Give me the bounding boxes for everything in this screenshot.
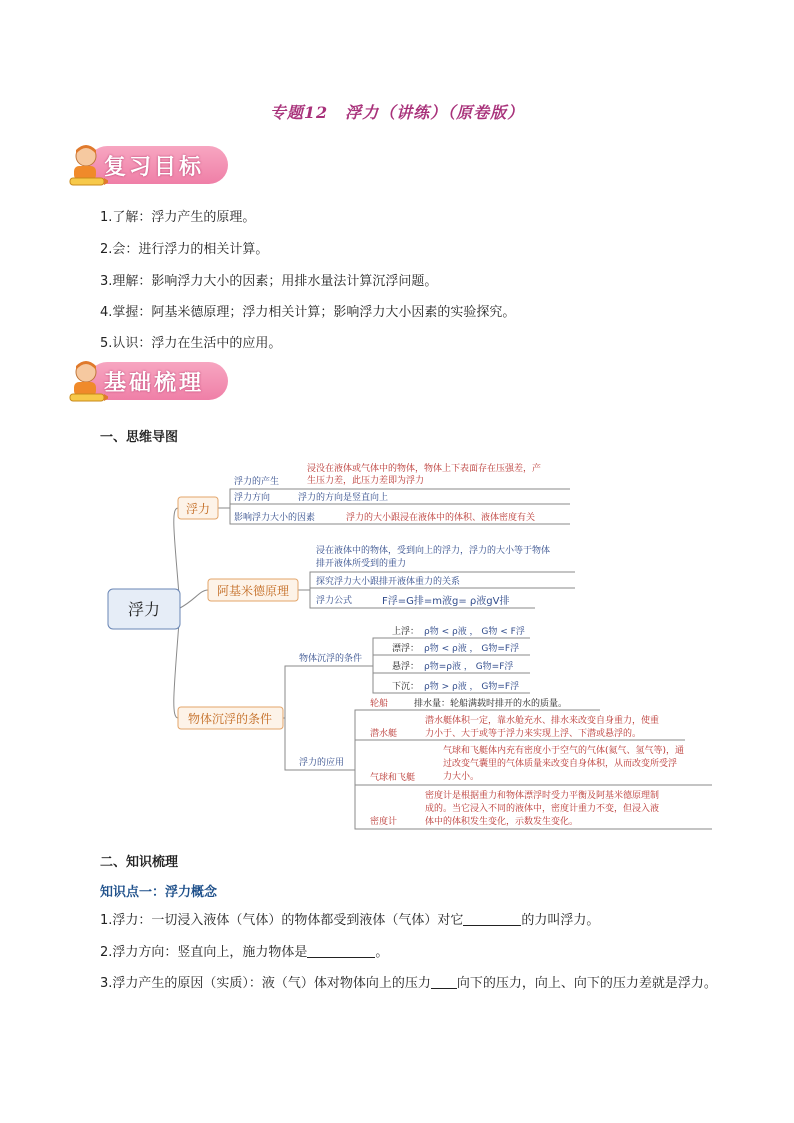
p3-text-b: 向下的压力，向上、向下的压力差就是浮力。 bbox=[456, 976, 717, 991]
fill-blank[interactable] bbox=[463, 911, 521, 926]
mm-label: 浮力的应用 bbox=[299, 758, 345, 768]
branch-archimedes: 阿基米德原理 bbox=[216, 584, 290, 598]
mm-label: 物体沉浮的条件 bbox=[299, 654, 363, 664]
paragraph-2 bbox=[100, 938, 720, 968]
goal-item: 2.会：进行浮力的相关计算。 bbox=[100, 242, 269, 257]
knowledge-point-title: 知识点一：浮力概念 bbox=[100, 885, 218, 900]
p1-text-b: 的力叫浮力。 bbox=[521, 913, 600, 928]
mm-label: 影响浮力大小的因素 bbox=[234, 513, 316, 523]
paragraph-1 bbox=[100, 906, 720, 936]
mm-label: 浮力方向 bbox=[234, 493, 271, 503]
banner-label: 基础梳理 bbox=[104, 370, 205, 396]
mm-text: ρ物=ρ液 ， G物=F浮 bbox=[424, 662, 514, 672]
goal-item: 3.理解：影响浮力大小的因素；用排水量法计算沉浮问题。 bbox=[100, 274, 438, 289]
mm-text: 力大小。 bbox=[443, 772, 480, 782]
banner-label: 复习目标 bbox=[104, 154, 205, 180]
p1-text-a: 1.浮力：一切浸入液体（气体）的物体都受到液体（气体）对它 bbox=[100, 913, 464, 928]
p2-text-b: 。 bbox=[375, 945, 389, 960]
section-heading-mindmap: 一、思维导图 bbox=[100, 430, 179, 445]
section-heading-knowledge: 二、知识梳理 bbox=[100, 855, 179, 870]
p2-text-a: 2.浮力方向：竖直向上，施力物体是 bbox=[100, 945, 308, 960]
mm-text: 浸没在液体或气体中的物体，物体上下表面存在压强差，产 bbox=[307, 464, 542, 474]
mm-text: 探究浮力大小跟排开液体重力的关系 bbox=[316, 577, 461, 587]
mm-text: ρ物 < ρ液 ， G物=F浮 bbox=[424, 644, 520, 654]
mm-label: 漂浮： bbox=[392, 644, 420, 654]
goal-item: 5.认识：浮力在生活中的应用。 bbox=[100, 336, 282, 351]
paragraph-3 bbox=[100, 969, 720, 999]
mm-text: 浸在液体中的物体，受到向上的浮力，浮力的大小等于物体 bbox=[316, 546, 551, 556]
goal-item: 1.了解：浮力产生的原理。 bbox=[100, 210, 256, 225]
mm-text: 气球和飞艇体内充有密度小于空气的气体(氦气、氢气等)，通 bbox=[443, 746, 685, 756]
branch-buoyancy: 浮力 bbox=[185, 502, 211, 516]
mm-text: 排开液体所受到的重力 bbox=[316, 559, 407, 569]
mm-text: ρ物 < ρ液 ， G物 < F浮 bbox=[424, 627, 525, 637]
mm-text: 潜水艇体积一定，靠水舱充水、排水来改变自身重力，使重 bbox=[425, 716, 660, 726]
branch-sink-float: 物体沉浮的条件 bbox=[187, 712, 273, 726]
mm-label: 悬浮： bbox=[392, 662, 420, 672]
mm-label: 潜水艇 bbox=[370, 729, 398, 739]
p3-text-a: 3.浮力产生的原因（实质）：液（气）体对物体向上的压力 bbox=[100, 976, 431, 991]
mm-label: 下沉： bbox=[392, 682, 420, 692]
mm-text: 力小于、大于或等于浮力来实现上浮、下潜或悬浮的。 bbox=[425, 729, 642, 739]
mm-label: 浮力的产生 bbox=[234, 477, 280, 487]
mm-label: 气球和飞艇 bbox=[370, 773, 416, 783]
fill-blank[interactable] bbox=[431, 974, 457, 989]
mm-text: ρ物 > ρ液 ， G物=F浮 bbox=[424, 682, 520, 692]
mm-label: 上浮： bbox=[392, 627, 420, 637]
mm-text: 密度计是根据重力和物体漂浮时受力平衡及阿基米德原理制 bbox=[425, 791, 660, 801]
mindmap-root: 浮力 bbox=[127, 600, 161, 619]
mm-label: 浮力公式 bbox=[316, 596, 353, 606]
mm-text: 体中的体积发生变化，示数发生变化。 bbox=[425, 817, 579, 827]
mm-text: 排水量：轮船满载时排开的水的质量。 bbox=[414, 699, 568, 709]
mm-label: 密度计 bbox=[370, 817, 398, 827]
mm-label: 轮船 bbox=[370, 699, 389, 709]
fill-blank[interactable] bbox=[307, 943, 375, 958]
mm-text: 浮力的大小跟浸在液体中的体积、液体密度有关 bbox=[346, 513, 536, 523]
mm-text: 成的。当它浸入不同的液体中，密度计重力不变，但浸入液 bbox=[425, 804, 660, 814]
goal-item: 4.掌握：阿基米德原理；浮力相关计算；影响浮力大小因素的实验探究。 bbox=[100, 305, 516, 320]
mm-text: 生压力差，此压力差即为浮力 bbox=[307, 476, 425, 486]
buoyancy-formula: F浮=G排=m液g= ρ液gV排 bbox=[382, 596, 510, 607]
mm-text: 过改变气囊里的气体质量来改变自身体积，从而改变所受浮 bbox=[443, 759, 678, 769]
mm-text: 浮力的方向是竖直向上 bbox=[298, 493, 389, 503]
page-title: 专题12 浮力（讲练）（原卷版） bbox=[269, 103, 525, 122]
